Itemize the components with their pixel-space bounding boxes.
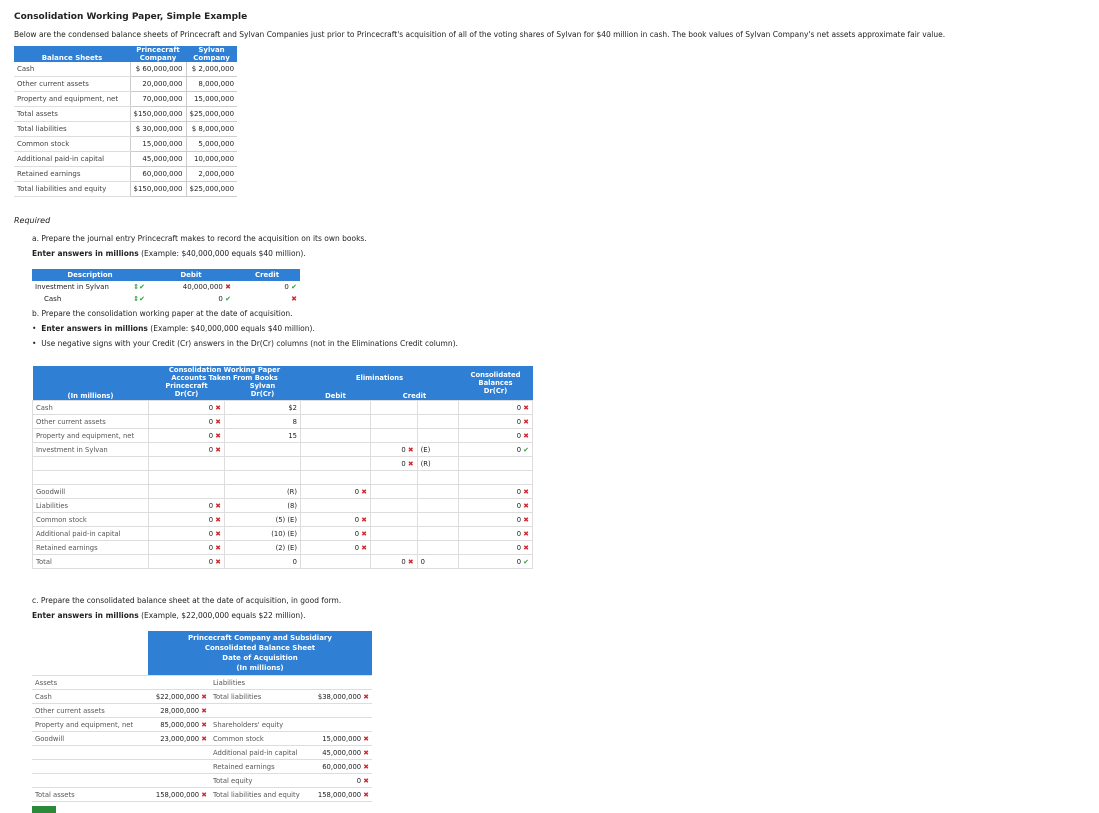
cbs-row	[32, 788, 372, 802]
ws-consolidated-cell[interactable]: 0 ✖	[459, 527, 533, 541]
bs-row-value: 45,000,000	[130, 152, 186, 167]
bs-row-label: Common stock	[14, 137, 130, 152]
cbs-asset-value[interactable]: $22,000,000 ✖	[148, 690, 210, 704]
bs-row	[14, 107, 237, 122]
ws-princecraft-cell[interactable]: 0 ✖	[149, 401, 225, 415]
ws-elim-code	[417, 541, 458, 555]
ws-consolidated-cell[interactable]	[459, 471, 533, 485]
ws-credit-cell[interactable]: 0 ✖	[371, 555, 418, 569]
ws-consol-header: Consolidated Balances Dr(Cr)	[459, 366, 533, 401]
ws-elim-code: (E)	[417, 443, 458, 457]
ws-consolidated-cell[interactable]: 0 ✔	[459, 555, 533, 569]
cbs-asset-value[interactable]: 28,000,000 ✖	[148, 704, 210, 718]
ws-sylvan-cell: (2) (E)	[225, 541, 301, 555]
je-credit-header: Credit	[234, 269, 300, 281]
ws-elim-code	[417, 513, 458, 527]
ws-row	[33, 401, 533, 415]
ws-row	[33, 499, 533, 513]
je-row2-account[interactable]: Cash ⇕✔	[44, 295, 145, 303]
ws-row	[33, 485, 533, 499]
cbs-liab-label: Common stock	[210, 732, 304, 746]
ws-debit-cell[interactable]: 0 ✖	[301, 485, 371, 499]
bs-row	[14, 62, 237, 77]
ws-consolidated-cell[interactable]: 0 ✖	[459, 485, 533, 499]
ws-consolidated-cell[interactable]: 0 ✔	[459, 443, 533, 457]
ws-sylvan-cell: 0	[225, 555, 301, 569]
ws-row	[33, 415, 533, 429]
cbs-row	[32, 718, 372, 732]
ws-pc-header: Princecraft Dr(Cr)	[149, 382, 225, 398]
je-row1-debit[interactable]: 40,000,000 ✖	[182, 283, 231, 291]
ws-row-label: Property and equipment, net	[33, 429, 149, 443]
bs-row-value: 15,000,000	[130, 137, 186, 152]
ws-row-label	[33, 471, 149, 485]
cbs-asset-label	[32, 746, 148, 760]
cbs-asset-label: Other current assets	[32, 704, 148, 718]
cbs-asset-value[interactable]: 85,000,000 ✖	[148, 718, 210, 732]
ws-debit-header: Debit	[301, 382, 371, 401]
ws-row-label: Total	[33, 555, 149, 569]
ws-row	[33, 429, 533, 443]
ws-debit-cell[interactable]	[301, 429, 371, 443]
required-label: Required	[14, 216, 51, 225]
cbs-row	[32, 704, 372, 718]
ws-debit-cell[interactable]: 0 ✖	[301, 541, 371, 555]
ws-princecraft-cell[interactable]: 0 ✖	[149, 429, 225, 443]
ws-princecraft-cell[interactable]: 0 ✖	[149, 513, 225, 527]
intro-text: Below are the condensed balance sheets of Princecraft and Sylvan Companies just prior to Princecraft's acquisition of all of the voting shares of Sylvan for $40 million in cash. The book values of Sylvan Company's net assets approximate fair value.	[14, 30, 946, 39]
ws-row-label: Common stock	[33, 513, 149, 527]
ws-credit-cell[interactable]: 0 ✖	[371, 443, 418, 457]
bs-row-label: Total liabilities and equity	[14, 182, 130, 197]
cbs-liab-value[interactable]: $38,000,000 ✖	[304, 690, 372, 704]
ws-princecraft-cell[interactable]	[149, 457, 225, 471]
cbs-asset-label	[32, 760, 148, 774]
ws-elim-code: (R)	[417, 457, 458, 471]
ws-credit-cell[interactable]	[371, 499, 418, 513]
ws-row	[33, 471, 533, 485]
ws-elim-code	[417, 471, 458, 485]
bs-row-value: 20,000,000	[130, 77, 186, 92]
ws-sy-header: Sylvan Dr(Cr)	[225, 382, 301, 398]
cbs-assets-label: Assets	[32, 676, 148, 690]
green-bar	[32, 806, 56, 813]
cbs-liab-label: Retained earnings	[210, 760, 304, 774]
cbs-asset-value[interactable]: 158,000,000 ✖	[148, 788, 210, 802]
ws-row	[33, 555, 533, 569]
bs-row-label: Total liabilities	[14, 122, 130, 137]
ws-sylvan-cell: (R)	[225, 485, 301, 499]
ws-row-label: Investment in Sylvan	[33, 443, 149, 457]
ws-credit-header: Credit	[371, 382, 459, 401]
ws-consolidated-cell[interactable]: 0 ✖	[459, 513, 533, 527]
bs-row-value: 8,000,000	[186, 77, 237, 92]
cbs-liabilities-label: Liabilities	[210, 676, 304, 690]
bs-row	[14, 92, 237, 107]
je-row1-account[interactable]: Investment in Sylvan ⇕✔	[35, 283, 145, 291]
ws-elim-code	[417, 401, 458, 415]
ws-credit-cell[interactable]	[371, 429, 418, 443]
cbs-row	[32, 760, 372, 774]
ws-credit-cell[interactable]	[371, 401, 418, 415]
bs-row-label: Retained earnings	[14, 167, 130, 182]
ws-sylvan-cell	[225, 443, 301, 457]
cbs-liab-value[interactable]: 158,000,000 ✖	[304, 788, 372, 802]
cbs-asset-value[interactable]	[148, 746, 210, 760]
page-title: Consolidation Working Paper, Simple Example	[14, 12, 248, 22]
je-row2-debit[interactable]: 0 ✔	[218, 295, 231, 303]
ws-debit-cell[interactable]: 0 ✖	[301, 513, 371, 527]
ws-princecraft-cell[interactable]: 0 ✖	[149, 527, 225, 541]
cbs-liab-label: Shareholders' equity	[210, 718, 304, 732]
ws-elim-code: 0	[417, 555, 458, 569]
cbs-liab-value[interactable]: 15,000,000 ✖	[304, 732, 372, 746]
ws-sylvan-cell: $2	[225, 401, 301, 415]
cbs-liab-label: Total liabilities	[210, 690, 304, 704]
ws-debit-cell[interactable]	[301, 401, 371, 415]
ws-row	[33, 527, 533, 541]
ws-elim-header: Eliminations	[301, 366, 459, 382]
cbs-asset-label: Goodwill	[32, 732, 148, 746]
ws-debit-cell[interactable]	[301, 443, 371, 457]
ws-cwp-header: Consolidation Working Paper Accounts Taken From Books	[149, 366, 301, 382]
cbs-row	[32, 746, 372, 760]
ws-sylvan-cell: (8)	[225, 499, 301, 513]
ws-sylvan-cell: 8	[225, 415, 301, 429]
question-a: a. Prepare the journal entry Princecraft makes to record the acquisition on its own books. Enter answers in millions (Example: $40,000,000 equals $40 million).	[32, 234, 367, 258]
ws-consolidated-cell[interactable]: 0 ✖	[459, 429, 533, 443]
ws-credit-cell[interactable]	[371, 541, 418, 555]
cbs-liab-label: Total liabilities and equity	[210, 788, 304, 802]
ws-elim-code	[417, 527, 458, 541]
je-row2-credit[interactable]: ✖	[291, 295, 297, 303]
bs-row-label: Additional paid-in capital	[14, 152, 130, 167]
bs-row-value: $ 30,000,000	[130, 122, 186, 137]
je-row1-credit[interactable]: 0 ✔	[284, 283, 297, 291]
ws-credit-cell[interactable]: 0 ✖	[371, 457, 418, 471]
ws-row-label: Other current assets	[33, 415, 149, 429]
ws-debit-cell[interactable]: 0 ✖	[301, 527, 371, 541]
ws-row-label: Cash	[33, 401, 149, 415]
cbs-row	[32, 690, 372, 704]
ws-princecraft-cell[interactable]: 0 ✖	[149, 443, 225, 457]
ws-credit-cell[interactable]	[371, 415, 418, 429]
ws-debit-cell[interactable]	[301, 457, 371, 471]
question-b: b. Prepare the consolidation working paper at the date of acquisition. • Enter answers in millions (Example: $40,000,000 equals $40 million). • Use negative signs with your Credit (Cr) answers in the Dr(Cr) columns (not in the Eliminations Credit column).	[32, 309, 458, 348]
cbs-asset-value[interactable]	[148, 774, 210, 788]
bs-row-value: 2,000,000	[186, 167, 237, 182]
bs-row-value: 5,000,000	[186, 137, 237, 152]
consolidated-balance-sheet	[32, 631, 372, 802]
ws-credit-cell[interactable]	[371, 471, 418, 485]
ws-consolidated-cell[interactable]: 0 ✖	[459, 415, 533, 429]
ws-debit-cell[interactable]	[301, 555, 371, 569]
ws-row-label: Retained earnings	[33, 541, 149, 555]
bs-row	[14, 77, 237, 92]
ws-princecraft-cell[interactable]: 0 ✖	[149, 499, 225, 513]
ws-debit-cell[interactable]	[301, 415, 371, 429]
cbs-liab-value[interactable]: 60,000,000 ✖	[304, 760, 372, 774]
ws-credit-cell[interactable]	[371, 485, 418, 499]
bs-row-value: 60,000,000	[130, 167, 186, 182]
bs-row-label: Total assets	[14, 107, 130, 122]
cbs-row	[32, 774, 372, 788]
ws-sylvan-cell	[225, 471, 301, 485]
cbs-liab-label: Additional paid-in capital	[210, 746, 304, 760]
bs-row-value: 15,000,000	[186, 92, 237, 107]
cbs-liab-value[interactable]	[304, 704, 372, 718]
ws-consolidated-cell[interactable]: 0 ✖	[459, 401, 533, 415]
bs-row-value: $25,000,000	[186, 107, 237, 122]
cbs-liab-label: Total equity	[210, 774, 304, 788]
ws-consolidated-cell[interactable]: 0 ✖	[459, 499, 533, 513]
cbs-liab-value[interactable]: 0 ✖	[304, 774, 372, 788]
cbs-liab-label	[210, 704, 304, 718]
bs-row-value: 10,000,000	[186, 152, 237, 167]
bs-row-value: $ 8,000,000	[186, 122, 237, 137]
cbs-asset-value[interactable]	[148, 760, 210, 774]
ws-row-label	[33, 457, 149, 471]
ws-elim-code	[417, 485, 458, 499]
cbs-asset-label: Cash	[32, 690, 148, 704]
bs-row-value: $150,000,000	[130, 182, 186, 197]
bs-row	[14, 182, 237, 197]
cbs-title: Princecraft Company and Subsidiary Consolidated Balance Sheet Date of Acquisition (In millions)	[148, 631, 372, 676]
bs-row-label: Property and equipment, net	[14, 92, 130, 107]
ws-debit-cell[interactable]	[301, 499, 371, 513]
ws-princecraft-cell[interactable]: 0 ✖	[149, 541, 225, 555]
cbs-asset-value[interactable]: 23,000,000 ✖	[148, 732, 210, 746]
cbs-liab-value[interactable]: 45,000,000 ✖	[304, 746, 372, 760]
ws-sylvan-cell: (5) (E)	[225, 513, 301, 527]
ws-row	[33, 443, 533, 457]
ws-sylvan-cell	[225, 457, 301, 471]
ws-consolidated-cell[interactable]: 0 ✖	[459, 541, 533, 555]
ws-consolidated-cell[interactable]	[459, 457, 533, 471]
ws-row	[33, 541, 533, 555]
je-desc-header: Description	[32, 269, 148, 281]
bs-row	[14, 152, 237, 167]
bs-row-value: 70,000,000	[130, 92, 186, 107]
bs-row-value: $150,000,000	[130, 107, 186, 122]
ws-elim-code	[417, 415, 458, 429]
bs-row-value: $ 2,000,000	[186, 62, 237, 77]
ws-debit-cell[interactable]	[301, 471, 371, 485]
cbs-asset-label	[32, 774, 148, 788]
ws-princecraft-cell[interactable]: 0 ✖	[149, 555, 225, 569]
working-paper-table	[32, 366, 533, 569]
bs-row	[14, 122, 237, 137]
bs-row	[14, 167, 237, 182]
question-c: c. Prepare the consolidated balance sheet at the date of acquisition, in good form. Enter answers in millions (Example, $22,000,000 equals $22 million).	[32, 596, 342, 620]
ws-elim-code	[417, 429, 458, 443]
cbs-asset-label: Property and equipment, net	[32, 718, 148, 732]
cbs-row	[32, 732, 372, 746]
ws-row-label: Goodwill	[33, 485, 149, 499]
bs-col-princecraft: Princecraft Company	[130, 46, 186, 62]
bs-row-label: Cash	[14, 62, 130, 77]
ws-mil-header: (In millions)	[33, 366, 149, 401]
ws-row	[33, 457, 533, 471]
ws-row-label: Liabilities	[33, 499, 149, 513]
cbs-asset-label: Total assets	[32, 788, 148, 802]
ws-row-label: Additional paid-in capital	[33, 527, 149, 541]
ws-elim-code	[417, 499, 458, 513]
ws-princecraft-cell[interactable]	[149, 471, 225, 485]
ws-sylvan-cell: (10) (E)	[225, 527, 301, 541]
cbs-liab-value[interactable]	[304, 718, 372, 732]
bs-col-sylvan: Sylvan Company	[186, 46, 237, 62]
bs-row-value: $25,000,000	[186, 182, 237, 197]
je-debit-header: Debit	[148, 269, 234, 281]
ws-credit-cell[interactable]	[371, 527, 418, 541]
bs-row-label: Other current assets	[14, 77, 130, 92]
bs-row	[14, 137, 237, 152]
ws-row	[33, 513, 533, 527]
ws-princecraft-cell[interactable]	[149, 485, 225, 499]
ws-credit-cell[interactable]	[371, 513, 418, 527]
journal-entry-table	[32, 269, 300, 305]
balance-sheets-table	[14, 46, 237, 197]
bs-row-value: $ 60,000,000	[130, 62, 186, 77]
ws-princecraft-cell[interactable]: 0 ✖	[149, 415, 225, 429]
bs-header: Balance Sheets	[14, 46, 130, 62]
ws-sylvan-cell: 15	[225, 429, 301, 443]
